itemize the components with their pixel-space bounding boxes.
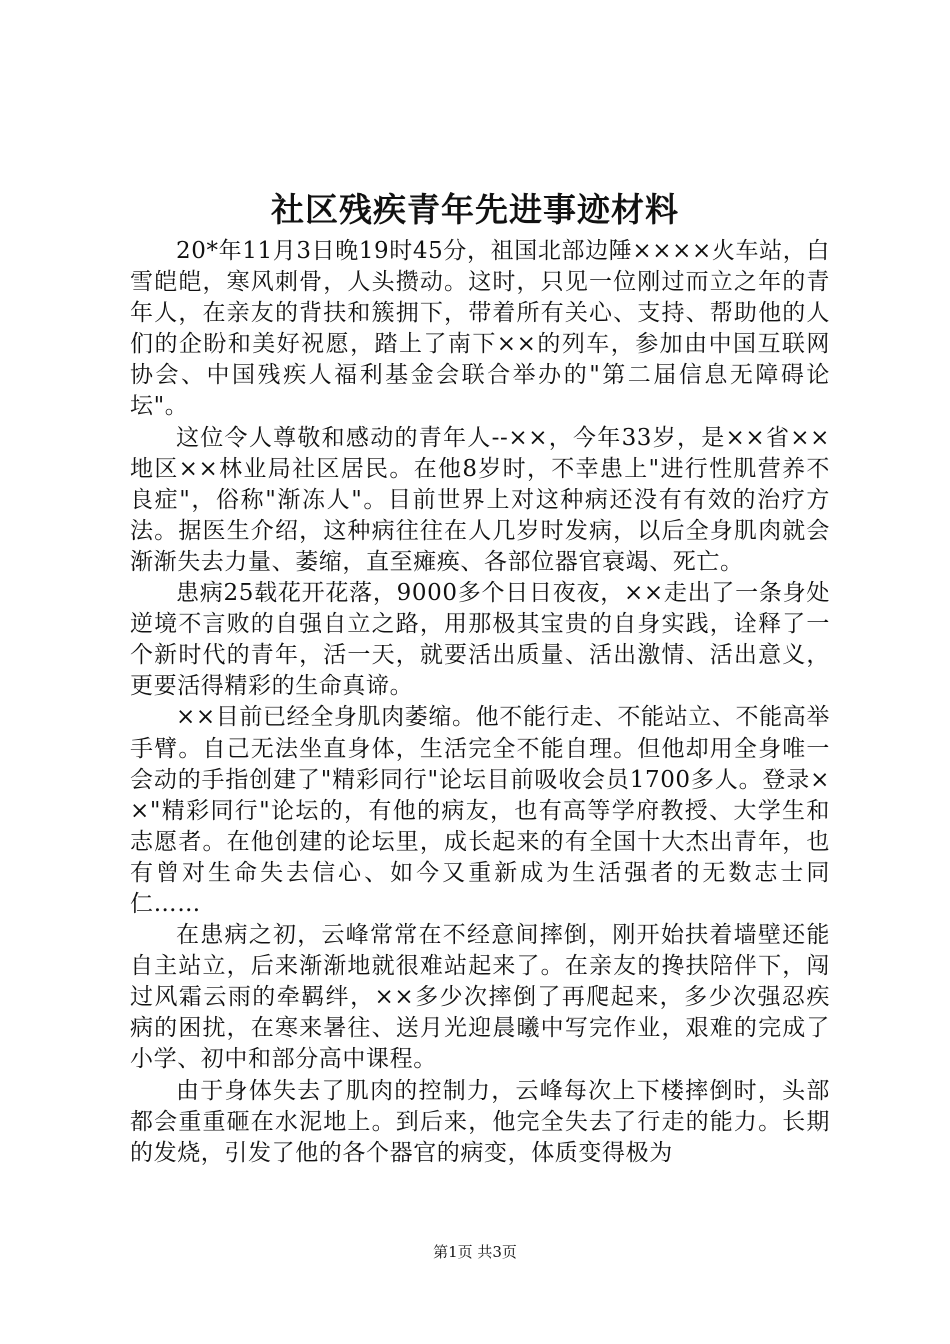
- paragraph-3: 患病25载花开花落，9000多个日日夜夜，××走出了一条身处逆境不言败的自强自立之路，用那极其宝贵的自身实践，诠释了一个新时代的青年，活一天，就要活出质量、活出激情、活出意义，更要活得精彩的生命真谛。: [130, 580, 830, 700]
- paragraph-6: 由于身体失去了肌肉的控制力，云峰每次上下楼摔倒时，头部都会重重砸在水泥地上。到后来，他完全失去了行走的能力。长期的发烧，引发了他的各个器官的病变，体质变得极为: [130, 1077, 830, 1166]
- paragraph-4: ××目前已经全身肌肉萎缩。他不能行走、不能站立、不能高举手臂。自己无法坐直身体，生活完全不能自理。但他却用全身唯一会动的手指创建了"精彩同行"论坛目前吸收会员1700多人。登录××"精彩同行"论坛的，有他的病友，也有高等学府教授、大学生和志愿者。在他创建的论坛里，成长起来的有全国十大杰出青年，也有曾对生命失去信心、如今又重新成为生活强者的无数志士同仁……: [130, 704, 830, 917]
- page-footer: 第1页 共3页: [433, 1243, 517, 1261]
- paragraph-5: 在患病之初，云峰常常在不经意间摔倒，刚开始扶着墙壁还能自主站立，后来渐渐地就很难站起来了。在亲友的搀扶陪伴下，闯过风霜云雨的牵羁绊，××多少次摔倒了再爬起来，多少次强忍疾病的困扰，在寒来暑往、送月光迎晨曦中写完作业，艰难的完成了小学、初中和部分高中课程。: [130, 922, 830, 1073]
- paragraph-2: 这位令人尊敬和感动的青年人--××，今年33岁，是××省××地区××林业局社区居民。在他8岁时，不幸患上"进行性肌营养不良症"，俗称"渐冻人"。目前世界上对这种病还没有有效的治疗方法。据医生介绍，这种病往往在人几岁时发病，以后全身肌肉就会渐渐失去力量、萎缩，直至瘫痪、各部位器官衰竭、死亡。: [130, 424, 830, 575]
- paragraph-1: 20*年11月3日晚19时45分，祖国北部边陲××××火车站，白雪皑皑，寒风刺骨，人头攒动。这时，只见一位刚过而立之年的青年人，在亲友的背扶和簇拥下，带着所有关心、支持、帮助他的人们的企盼和美好祝愿，踏上了南下××的列车，参加由中国互联网协会、中国残疾人福利基金会联合举办的"第二届信息无障碍论坛"。: [130, 238, 830, 420]
- document-body: [130, 236, 830, 1169]
- document-title: 社区残疾青年先进事迹材料: [271, 190, 679, 229]
